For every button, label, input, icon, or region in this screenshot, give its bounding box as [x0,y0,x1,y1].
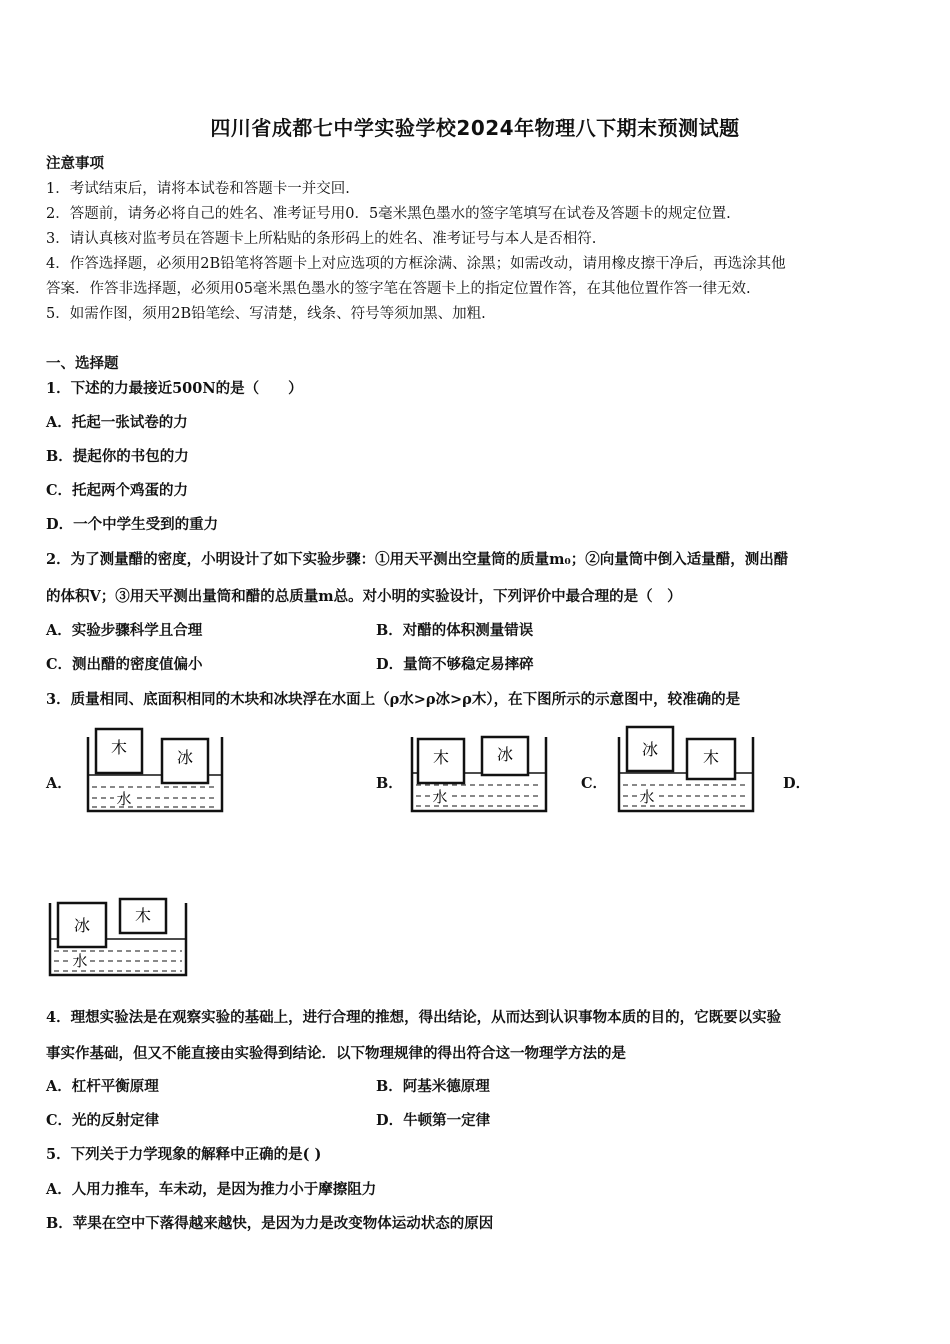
ice-label: 冰 [496,745,514,764]
question-2-stem-line2: 的体积V；③用天平测出量筒和醋的总质量m总。对小明的实验设计，下列评价中最合理的是（ ） [46,588,682,605]
question-2-option-a: A．实验步骤科学且合理 [46,622,203,639]
question-1-option-d: D．一个中学生受到的重力 [46,516,219,533]
question-5-option-a: A．人用力推车，车未动，是因为推力小于摩擦阻力 [46,1181,377,1198]
question-1-option-a: A．托起一张试卷的力 [46,414,188,431]
ice-label: 冰 [641,740,659,759]
question-4-stem-line2: 事实作基础，但又不能直接由实验得到结论．以下物理规律的得出符合这一物理学方法的是 [46,1045,626,1062]
question-2-option-c: C．测出醋的密度值偏小 [46,656,203,673]
question-3-option-c-label: C． [581,775,608,792]
ice-label: 冰 [73,916,91,935]
question-4-option-d: D．牛顿第一定律 [376,1112,491,1129]
question-3-option-b-label: B． [376,775,403,792]
notice-item: 3．请认真核对监考员在答题卡上所粘贴的条形码上的姓名、准考证号与本人是否相符. [46,231,597,247]
figure-option-b [410,733,550,813]
question-2-option-d: D．量筒不够稳定易摔碎 [376,656,534,673]
section-heading: 一、选择题 [46,355,119,372]
question-3-option-d-label: D． [783,775,811,792]
question-2-stem-line1: 2．为了测量醋的密度，小明设计了如下实验步骤：①用天平测出空量筒的质量m₀；②向量筒中倒入适量醋，测出醋 [46,551,789,568]
question-1-option-b: B．提起你的书包的力 [46,448,189,465]
notice-heading: 注意事项 [46,155,104,172]
notice-item: 4．作答选择题，必须用2B铅笔将答题卡上对应选项的方框涂满、涂黑；如需改动，请用橡皮擦干净后，再选涂其他 [46,256,786,272]
wood-label: 木 [432,748,450,767]
water-label: 水 [639,788,655,806]
question-5-stem: 5．下列关于力学现象的解释中正确的是( ) [46,1146,322,1163]
question-5-option-b: B．苹果在空中下落得越来越快，是因为力是改变物体运动状态的原因 [46,1215,494,1232]
wood-label: 木 [134,906,152,925]
water-label: 水 [432,788,448,806]
figure-option-c [617,725,757,813]
page-title: 四川省成都七中学实验学校2024年物理八下期末预测试题 [210,116,740,140]
notice-item: 答案．作答非选择题，必须用05毫米黑色墨水的签字笔在答题卡上的指定位置作答，在其他位置作答一律无效. [46,281,751,297]
question-4-stem-line1: 4．理想实验法是在观察实验的基础上，进行合理的推想，得出结论，从而达到认识事物本质的目的，它既要以实验 [46,1009,782,1026]
water-label: 水 [116,790,132,808]
water-label: 水 [72,952,88,970]
wood-label: 木 [702,748,720,767]
question-1-option-c: C．托起两个鸡蛋的力 [46,482,189,499]
question-4-option-a: A．杠杆平衡原理 [46,1078,159,1095]
ice-label: 冰 [176,748,194,767]
figure-option-a [86,727,226,813]
question-4-option-b: B．阿基米德原理 [376,1078,490,1095]
question-3-stem: 3．质量相同、底面积相同的木块和冰块浮在水面上（ρ水>ρ冰>ρ木），在下图所示的示意图中，较准确的是 [46,691,741,708]
figure-option-d [48,895,190,977]
question-1-stem: 1．下述的力最接近500N的是（ ） [46,380,303,397]
notice-item: 1．考试结束后，请将本试卷和答题卡一并交回. [46,181,350,197]
notice-item: 2．答题前，请务必将自己的姓名、准考证号用0．5毫米黑色墨水的签字笔填写在试卷及答题卡的规定位置. [46,206,731,222]
wood-label: 木 [110,738,128,757]
question-3-option-a-label: A． [46,775,72,792]
notice-item: 5．如需作图，须用2B铅笔绘、写清楚，线条、符号等须加黑、加粗. [46,306,486,322]
question-2-option-b: B．对醋的体积测量错误 [376,622,534,639]
question-4-option-c: C．光的反射定律 [46,1112,160,1129]
